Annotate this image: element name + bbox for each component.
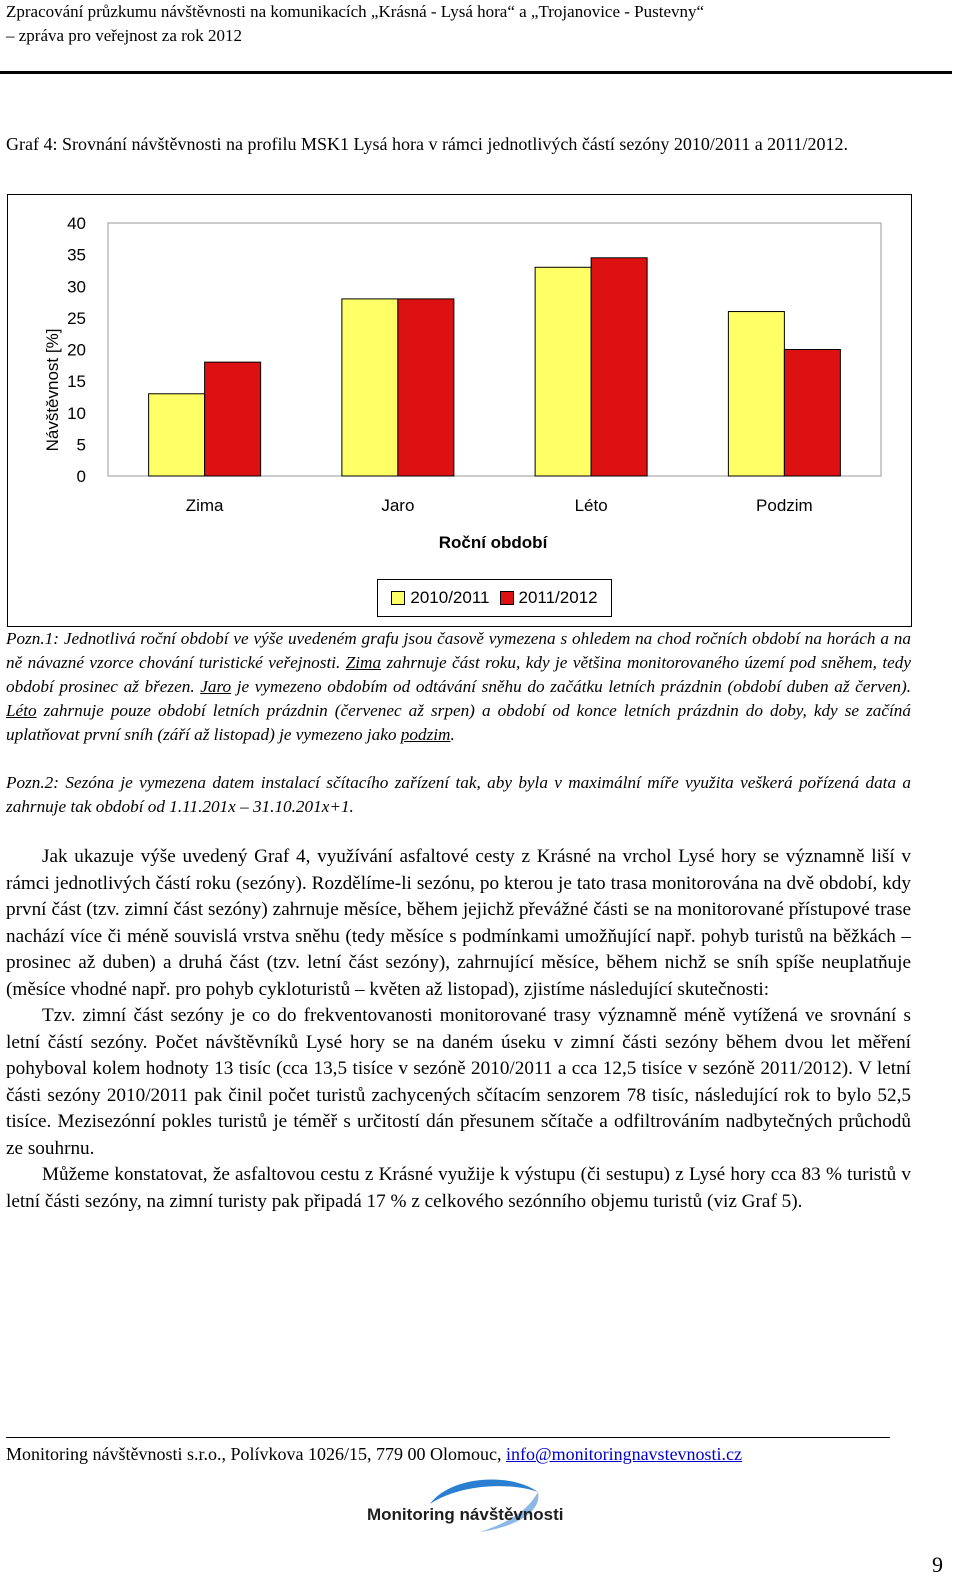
legend-swatch-2011 (500, 591, 514, 605)
y-tick-label: 25 (67, 308, 86, 328)
y-tick-label: 40 (67, 214, 86, 233)
y-axis-label: Návštěvnost [%] (43, 328, 62, 452)
note1-podzim: podzim (400, 725, 451, 744)
bar-2011-jaro (398, 299, 454, 476)
y-tick-label: 10 (67, 403, 86, 423)
bar-2011-zima (205, 362, 261, 476)
footer-company: Monitoring návštěvnosti s.r.o., Polívkova 1026/15, 779 00 Olomouc, (6, 1444, 506, 1464)
note1-text-a: Pozn.1: Jednotlivá roční období ve výše uvedeném grafu jsou časově vymezena s ohledem na chod ročních období na horách a na ně návazné vzorce chování turistické veřejnosti. (6, 629, 911, 672)
note1-text-b: zahrnuje část roku, kdy je většina monitorovaného území pod sněhem, tedy období prosinec až březen. (6, 653, 911, 696)
chart-note-2: Pozn.2: Sezóna je vymezena datem instalací sčítacího zařízení tak, aby byla v maximální míře využita veškerá pořízená data a zahrnuje tak období od 1.11.201x – 31.10.201x+1. (6, 773, 911, 816)
bar-2010-léto (535, 267, 591, 476)
page-header (6, 0, 946, 48)
note1-jaro: Jaro (200, 677, 232, 696)
note1-text-e: . (450, 725, 455, 744)
x-tick-label: Podzim (756, 496, 813, 515)
bar-2010-podzim (728, 312, 784, 476)
logo-text: Monitoring návštěvnosti (367, 1505, 564, 1524)
paragraph-2: Tzv. zimní část sezóny je co do frekventovanosti monitorované trasy významně méně vytížená ve srovnání s letní částí sezóny. Počet návštěvníků Lysé hory se na daném úseku v zimní části sezóny během dvou let měření pohyboval kolem hodnoty 13 tisíc (cca 13,5 tisíce v sezóně 2010/2011 a cca 12,5 tisíce v sezóně 2011/2012). V letní části sezóny 2010/2011 pak činil počet turistů zachycených sčítacím senzorem 78 tisíc, následující rok to bylo 52,5 tisíce. Mezisezónní pokles turistů je téměř s určitostí dán přesunem sčítače a odfiltrováním nadbytečných průchodů ze souhrnu. (6, 1005, 911, 1159)
header-title-line1: Zpracování průzkumu návštěvnosti na komunikacích „Krásná - Lysá hora“ a „Trojanovice - Pustevny“ (6, 2, 705, 21)
y-tick-label: 35 (67, 245, 86, 265)
body-text (6, 844, 911, 1215)
x-tick-label: Léto (574, 496, 608, 515)
logo-swoosh (430, 1480, 538, 1505)
note1-zima: Zima (345, 653, 382, 672)
legend-item-2010 (391, 588, 489, 608)
legend-item-2011 (500, 588, 598, 608)
y-tick-label: 15 (67, 372, 86, 392)
x-tick-label: Zima (185, 496, 224, 515)
chart-legend (377, 579, 612, 617)
chart-frame (7, 194, 912, 627)
legend-label-2011: 2011/2012 (518, 588, 598, 607)
footer-email-link[interactable]: info@monitoringnavstevnosti.cz (506, 1444, 743, 1464)
note1-text-c: je vymezeno obdobím od odtávání sněhu do začátku letních prázdnin (období duben až červen). (231, 677, 911, 696)
paragraph-1: Jak ukazuje výše uvedený Graf 4, využívání asfaltové cesty z Krásné na vrchol Lysé hory se významně liší v rámci jednotlivých částí roku (sezóny). Rozdělíme-li sezónu, po kterou je tato trasa monitorována na dvě období, kdy první část (tzv. zimní část sezóny) zahrnuje měsíce, během jejichž převážné části se na monitorované přístupové trase nachází více či méně souvislá vrstva sněhu (tedy měsíce s podmínkami umožňující např. pohyb turistů na běžkách – prosinec až duben) a druhá část (tzv. letní část sezóny), zahrnující měsíce, během nichž se sníh spíše neuplatňuje (měsíce vhodné např. pro pohyb cykloturistů – květen až listopad), zjistíme následující skutečnosti: (6, 846, 911, 1000)
note1-leto: Léto (6, 701, 37, 720)
header-title-line2: – zpráva pro veřejnost za rok 2012 (6, 26, 243, 45)
y-tick-label: 0 (76, 467, 86, 486)
bar-2010-zima (149, 394, 205, 476)
y-tick-label: 30 (67, 277, 86, 297)
paragraph-3: Můžeme konstatovat, že asfaltovou cestu z Krásné využije k výstupu (či sestupu) z Lysé hory cca 83 % turistů v letní části sezóny, na zimní turisty pak připadá 17 % z celkového sezónního objemu turistů (viz Graf 5). (6, 1164, 911, 1212)
bar-2011-léto (591, 258, 647, 476)
legend-label-2010: 2010/2011 (410, 588, 490, 607)
y-tick-label: 5 (76, 435, 86, 455)
bar-chart (8, 195, 911, 626)
chart-note-1 (6, 627, 911, 747)
x-tick-label: Jaro (381, 496, 415, 515)
footer-address (6, 1442, 742, 1466)
x-axis-label: Roční období (438, 533, 548, 552)
footer-rule (6, 1437, 890, 1438)
figure-caption: Graf 4: Srovnání návštěvnosti na profilu MSK1 Lysá hora v rámci jednotlivých částí sezóny 2010/2011 a 2011/2012. (6, 134, 849, 154)
note1-text-d: zahrnuje pouze období letních prázdnin (červenec až srpen) a období od konce letních prázdnin do doby, kdy se začíná uplatňovat první sníh (září až listopad) je vymezeno jako (6, 701, 911, 744)
page-number: 9 (932, 1552, 943, 1577)
y-tick-label: 20 (67, 340, 86, 360)
header-rule (0, 71, 952, 74)
legend-swatch-2010 (391, 591, 405, 605)
bar-2011-podzim (784, 350, 840, 477)
bar-2010-jaro (342, 299, 398, 476)
